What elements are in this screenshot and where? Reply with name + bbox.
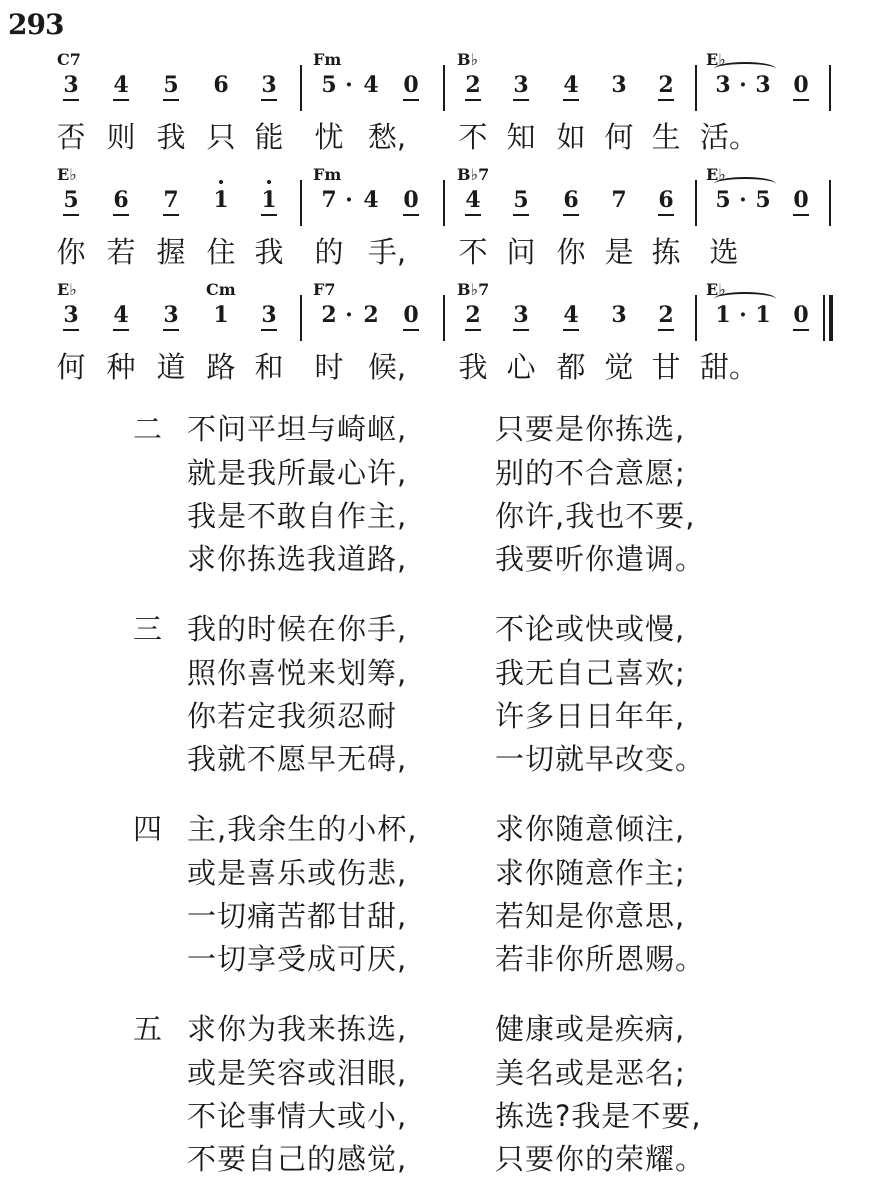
lyric-char: 都 [556, 350, 586, 384]
note: 5 [510, 187, 532, 213]
barline [443, 180, 445, 226]
verse-line: 照你喜悦来划筹, [187, 656, 408, 690]
final-barline-thin [823, 295, 825, 341]
verse-line: 主,我余生的小杯, [187, 812, 418, 846]
barline [829, 180, 831, 226]
chord-label: E♭ [706, 165, 726, 184]
note: 6 [213, 72, 229, 98]
note: 1 [715, 302, 731, 328]
lyric-char: 我 [156, 120, 186, 154]
chord-label: E♭ [57, 280, 77, 299]
note: 4 [110, 302, 132, 328]
note: 5 [715, 187, 731, 213]
note: 7 [611, 187, 627, 213]
verse-line: 拣选?我是不要, [495, 1099, 702, 1133]
note: 4 [363, 72, 379, 98]
note: · [345, 302, 353, 328]
verse-number: 三 [133, 612, 163, 646]
chord-label: B♭7 [457, 165, 490, 184]
note: 1 [213, 302, 229, 328]
note: 5 [60, 187, 82, 213]
note: 3 [510, 72, 532, 98]
verse-line: 我要听你遣调。 [495, 542, 706, 576]
lyric-char: 住 [206, 235, 236, 269]
verse-line: 求你随意倾注, [495, 812, 686, 846]
lyric-char: 我 [458, 350, 488, 384]
lyric-char: 何 [604, 120, 634, 154]
note: 1 [210, 187, 232, 213]
note: 7 [160, 187, 182, 213]
verse-line: 就是我所最心许, [187, 456, 408, 490]
verse-line: 一切痛苦都甘甜, [187, 899, 408, 933]
note: 0 [790, 187, 812, 213]
note: 1 [755, 302, 771, 328]
verse-line: 我就不愿早无碍, [187, 742, 408, 776]
verse-line: 或是喜乐或伤悲, [187, 856, 408, 890]
note: 0 [790, 72, 812, 98]
music-row [0, 165, 885, 241]
note: 3 [258, 72, 280, 98]
lyric-char: 知 [506, 120, 536, 154]
note: · [739, 187, 747, 213]
note: 3 [258, 302, 280, 328]
lyric-char: 心 [506, 350, 536, 384]
lyric-char: 的 [314, 235, 344, 269]
chord-label: E♭ [57, 165, 77, 184]
lyric-char: 若 [106, 235, 136, 269]
lyric-char: 道 [156, 350, 186, 384]
lyric-char: 是 [604, 235, 634, 269]
chord-label: Fm [313, 165, 342, 184]
verse-number: 二 [133, 412, 163, 446]
note: 2 [655, 302, 677, 328]
chord-label: E♭ [706, 280, 726, 299]
note: 3 [510, 302, 532, 328]
note: 2 [462, 72, 484, 98]
final-barline-thick [829, 295, 833, 341]
verse-line: 许多日日年年, [495, 699, 686, 733]
chord-label: C7 [57, 50, 81, 69]
note: 2 [363, 302, 379, 328]
barline [300, 295, 302, 341]
verse-line: 不要自己的感觉, [187, 1142, 408, 1176]
barline [300, 65, 302, 111]
note: 5 [160, 72, 182, 98]
lyric-char: 不 [458, 120, 488, 154]
verse-line: 若知是你意思, [495, 899, 686, 933]
note: 3 [611, 72, 627, 98]
note: · [345, 72, 353, 98]
lyric-char: 则 [106, 120, 136, 154]
note: 6 [560, 187, 582, 213]
note: 4 [560, 72, 582, 98]
note: 0 [400, 302, 422, 328]
note: 1 [258, 187, 280, 213]
lyric-char: 何 [56, 350, 86, 384]
verse-line: 我的时候在你手, [187, 612, 408, 646]
note: 3 [60, 72, 82, 98]
lyric-char: 握 [156, 235, 186, 269]
verse-line: 若非你所恩赐。 [495, 942, 706, 976]
note: 5 [321, 72, 337, 98]
note: 0 [790, 302, 812, 328]
lyric-char: 种 [106, 350, 136, 384]
lyric-char: 你 [56, 235, 86, 269]
note: 3 [755, 72, 771, 98]
lyric-char: 觉 [604, 350, 634, 384]
barline [695, 180, 697, 226]
lyric-row [0, 350, 885, 390]
barline [443, 295, 445, 341]
verse-line: 或是笑容或泪眼, [187, 1056, 408, 1090]
note: · [739, 302, 747, 328]
lyric-char: 如 [556, 120, 586, 154]
verse-line: 别的不合意愿; [495, 456, 686, 490]
lyric-char: 生 [651, 120, 681, 154]
verse-line: 只要你的荣耀。 [495, 1142, 706, 1176]
lyric-char: 忧 [314, 120, 344, 154]
verse-line: 我是不敢自作主, [187, 499, 408, 533]
note: 5 [755, 187, 771, 213]
lyric-char: 时 [314, 350, 344, 384]
lyric-char: 手, [367, 235, 407, 269]
barline [695, 65, 697, 111]
barline [695, 295, 697, 341]
note: 2 [321, 302, 337, 328]
lyric-char: 选 [709, 235, 739, 269]
note: 0 [400, 72, 422, 98]
lyric-char: 不 [458, 235, 488, 269]
lyric-char: 愁, [367, 120, 407, 154]
verse-line: 求你为我来拣选, [187, 1012, 408, 1046]
note: 3 [60, 302, 82, 328]
note: 2 [462, 302, 484, 328]
music-row [0, 50, 885, 126]
lyric-char: 路 [206, 350, 236, 384]
verse-line: 你若定我须忍耐 [187, 699, 398, 733]
lyric-char: 甘 [651, 350, 681, 384]
lyric-char: 能 [254, 120, 284, 154]
verse-number: 四 [133, 812, 163, 846]
barline [829, 65, 831, 111]
note: 3 [611, 302, 627, 328]
lyric-row [0, 120, 885, 160]
lyric-char: 问 [506, 235, 536, 269]
lyric-char: 候, [367, 350, 407, 384]
note: 6 [655, 187, 677, 213]
lyric-char: 只 [206, 120, 236, 154]
lyric-char: 拣 [651, 235, 681, 269]
verse-line: 不论事情大或小, [187, 1099, 408, 1133]
lyric-char: 否 [56, 120, 86, 154]
chord-label: Fm [313, 50, 342, 69]
barline [300, 180, 302, 226]
note: 4 [462, 187, 484, 213]
lyric-char: 我 [254, 235, 284, 269]
verse-line: 不问平坦与崎岖, [187, 412, 408, 446]
verse-line: 美名或是恶名; [495, 1056, 686, 1090]
note: · [739, 72, 747, 98]
note: 4 [363, 187, 379, 213]
chord-label: B♭ [457, 50, 479, 69]
note: 3 [715, 72, 731, 98]
verse-line: 只要是你拣选, [495, 412, 686, 446]
note: 0 [400, 187, 422, 213]
note: · [345, 187, 353, 213]
verse-line: 我无自己喜欢; [495, 656, 686, 690]
chord-label: Cm [206, 280, 236, 299]
verse-line: 不论或快或慢, [495, 612, 686, 646]
verse-line: 求你拣选我道路, [187, 542, 408, 576]
chord-label: B♭7 [457, 280, 490, 299]
note: 2 [655, 72, 677, 98]
note: 6 [110, 187, 132, 213]
verse-line: 健康或是疾病, [495, 1012, 686, 1046]
lyric-row [0, 235, 885, 275]
note: 4 [560, 302, 582, 328]
note: 3 [160, 302, 182, 328]
music-row [0, 280, 885, 356]
hymn-number: 293 [8, 8, 64, 41]
lyric-char: 和 [254, 350, 284, 384]
verse-number: 五 [133, 1012, 163, 1046]
verse-line: 一切享受成可厌, [187, 942, 408, 976]
verse-line: 你许,我也不要, [495, 499, 696, 533]
lyric-char: 甜。 [700, 350, 759, 384]
verse-line: 求你随意作主; [495, 856, 686, 890]
note: 7 [321, 187, 337, 213]
barline [443, 65, 445, 111]
lyric-char: 你 [556, 235, 586, 269]
note: 4 [110, 72, 132, 98]
verse-line: 一切就早改变。 [495, 742, 706, 776]
chord-label: E♭ [706, 50, 726, 69]
chord-label: F7 [313, 280, 336, 299]
lyric-char: 活。 [700, 120, 759, 154]
